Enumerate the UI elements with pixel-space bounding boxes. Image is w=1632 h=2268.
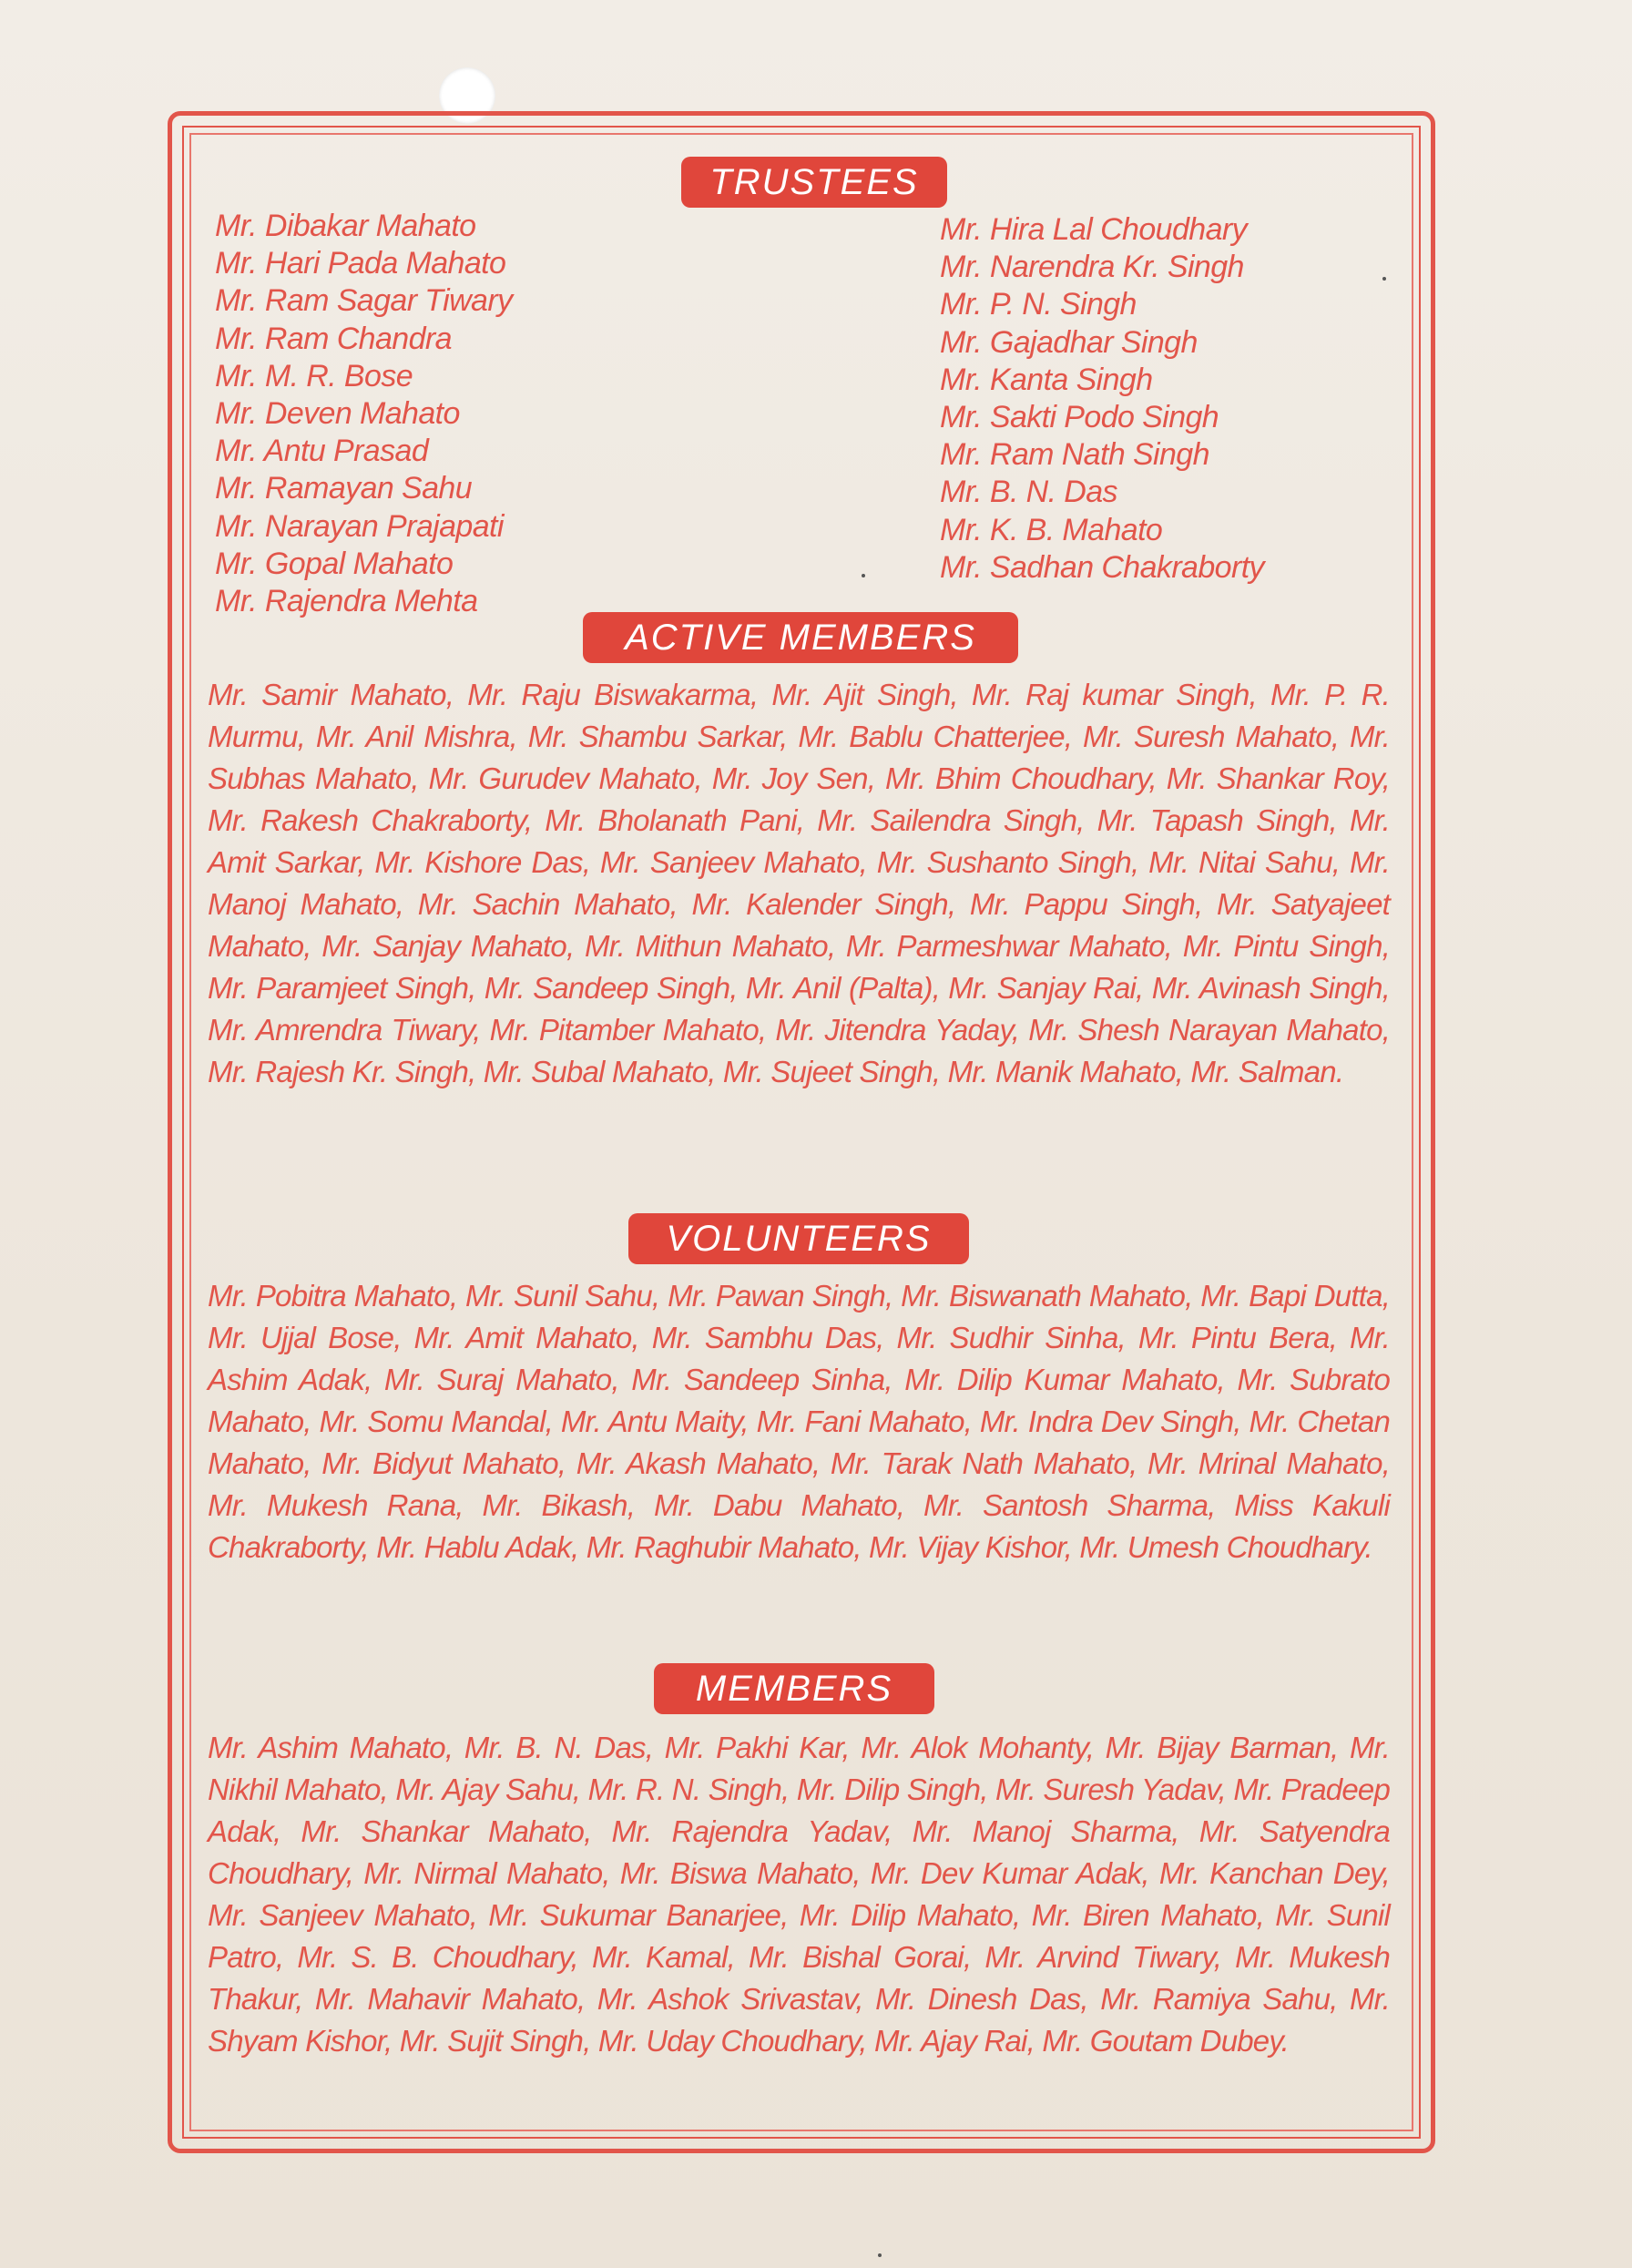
trustee-name: Mr. Rajendra Mehta [215,583,478,618]
active-members-list: Mr. Samir Mahato, Mr. Raju Biswakarma, Mr. Ajit Singh, Mr. Raj kumar Singh, Mr. P. R. Murmu, Mr. Anil Mishra, Mr. Shambu Sarkar, Mr. Bablu Chatterjee, Mr. Suresh Mahato, Mr. Subhas Mahato, Mr. Gurudev Mahato, Mr. Joy Sen, Mr. Bhim Choudhary, Mr. Shankar Roy, Mr. Rakesh Chakraborty, Mr. Bholanath Pani, Mr. Sailendra Singh, Mr. Tapash Singh, Mr. Amit Sarkar, Mr. Kishore Das, Mr. Sanjeev Mahato, Mr. Sushanto Singh, Mr. Nitai Sahu, Mr. Manoj Mahato, Mr. Sachin Mahato, Mr. Kalender Singh, Mr. Pappu Singh, Mr. Satyajeet Mahato, Mr. Sanjay Mahato, Mr. Mithun Mahato, Mr. Parmeshwar Mahato, Mr. Pintu Singh, Mr. Paramjeet Singh, Mr. Sandeep Singh, Mr. Anil (Palta), Mr. Sanjay Rai, Mr. Avinash Singh, Mr. Amrendra Tiwary, Mr. Pitamber Mahato, Mr. Jitendra Yaday, Mr. Shesh Narayan Mahato, Mr. Rajesh Kr. Singh, Mr. Subal Mahato, Mr. Sujeet Singh, Mr. Manik Mahato, Mr. Salman. [208,678,1390,1088]
trustee-name: Mr. Sakti Podo Singh [940,399,1219,434]
trustee-name: Mr. Ram Nath Singh [940,437,1209,473]
trustee-name: Mr. Kanta Singh [940,362,1153,397]
trustee-name: Mr. B. N. Das [940,475,1117,510]
trustee-name: Mr. M. R. Bose [215,358,413,393]
trustees-left-list [215,208,513,620]
trustee-name: Mr. Dibakar Mahato [215,209,476,243]
trustee-name: Mr. Hari Pada Mahato [215,246,506,281]
trustee-name: Mr. Ramayan Sahu [215,471,473,506]
trustee-name: Mr. Narendra Kr. Singh [940,250,1244,285]
trustee-name: Mr. Deven Mahato [215,395,460,431]
paper-speck [1382,277,1386,281]
trustees-right-list [940,211,1264,587]
trustee-name: Mr. Sadhan Chakraborty [940,549,1264,585]
members-list: Mr. Ashim Mahato, Mr. B. N. Das, Mr. Pakhi Kar, Mr. Alok Mohanty, Mr. Bijay Barman, Mr. Nikhil Mahato, Mr. Ajay Sahu, Mr. R. N. Singh, Mr. Dilip Singh, Mr. Suresh Yadav, Mr. Pradeep Adak, Mr. Shankar Mahato, Mr. Rajendra Yadav, Mr. Manoj Sharma, Mr. Satyendra Choudhary, Mr. Nirmal Mahato, Mr. Biswa Mahato, Mr. Dev Kumar Adak, Mr. Kanchan Dey, Mr. Sanjeev Mahato, Mr. Sukumar Banarjee, Mr. Dilip Mahato, Mr. Biren Mahato, Mr. Sunil Patro, Mr. S. B. Choudhary, Mr. Kamal, Mr. Bishal Gorai, Mr. Arvind Tiwary, Mr. Mukesh Thakur, Mr. Mahavir Mahato, Mr. Ashok Srivastav, Mr. Dinesh Das, Mr. Ramiya Sahu, Mr. Shyam Kishor, Mr. Sujit Singh, Mr. Uday Choudhary, Mr. Ajay Rai, Mr. Goutam Dubey. [208,1731,1390,2058]
trustee-name: Mr. Gopal Mahato [215,546,454,581]
volunteers-list: Mr. Pobitra Mahato, Mr. Sunil Sahu, Mr. Pawan Singh, Mr. Biswanath Mahato, Mr. Bapi Dutta, Mr. Ujjal Bose, Mr. Amit Mahato, Mr. Sambhu Das, Mr. Sudhir Sinha, Mr. Pintu Bera, Mr. Ashim Adak, Mr. Suraj Mahato, Mr. Sandeep Sinha, Mr. Dilip Kumar Mahato, Mr. Subrato Mahato, Mr. Somu Mandal, Mr. Antu Maity, Mr. Fani Mahato, Mr. Indra Dev Singh, Mr. Chetan Mahato, Mr. Bidyut Mahato, Mr. Akash Mahato, Mr. Tarak Nath Mahato, Mr. Mrinal Mahato, Mr. Mukesh Rana, Mr. Bikash, Mr. Dabu Mahato, Mr. Santosh Sharma, Miss Kakuli Chakraborty, Mr. Hablu Adak, Mr. Raghubir Mahato, Mr. Vijay Kishor, Mr. Umesh Choudhary. [208,1279,1390,1564]
paper-speck [878,2253,882,2257]
trustee-name: Mr. Ram Chandra [215,321,452,356]
trustee-name: Mr. Gajadhar Singh [940,324,1198,360]
trustee-name: Mr. K. B. Mahato [940,512,1163,547]
members-heading: MEMBERS [654,1663,934,1714]
trustees-heading: TRUSTEES [681,157,947,208]
trustee-name: Mr. Antu Prasad [215,434,429,469]
paper-speck [862,574,865,577]
trustee-name: Mr. Narayan Prajapati [215,508,504,544]
trustee-name: Mr. P. N. Singh [940,287,1137,322]
trustee-name: Mr. Ram Sagar Tiwary [215,283,513,319]
trustee-name: Mr. Hira Lal Choudhary [940,212,1248,247]
active-members-heading: ACTIVE MEMBERS [583,612,1018,663]
volunteers-heading: VOLUNTEERS [628,1213,969,1264]
